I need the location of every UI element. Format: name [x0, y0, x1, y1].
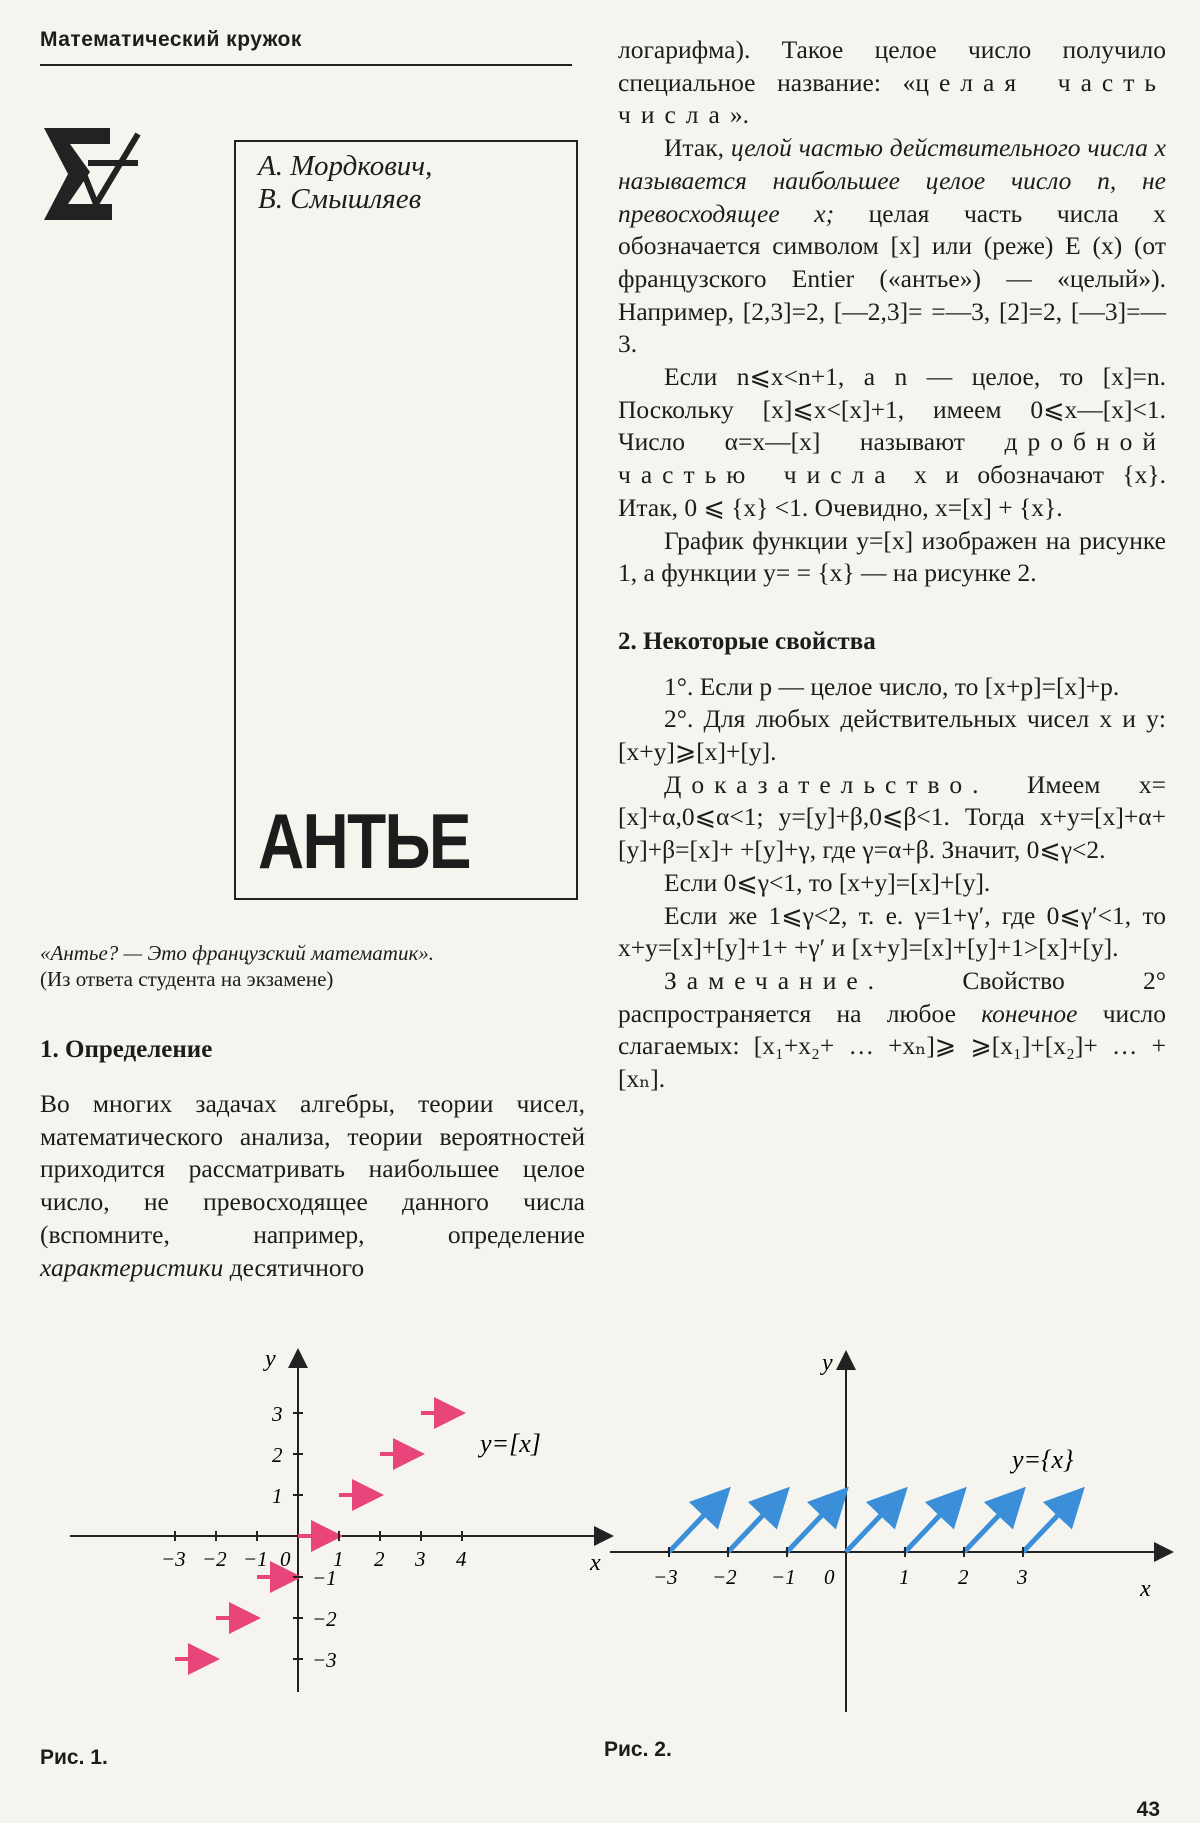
- page-number: 43: [1136, 1798, 1160, 1821]
- fig2-sawtooth-segment: [905, 1494, 960, 1552]
- fig2-sawtooth-segment: [728, 1494, 783, 1552]
- title-box: [234, 140, 578, 900]
- epigraph-source: (Из ответа студента на экзамене): [40, 967, 334, 991]
- author-1: А. Мордкович,: [258, 150, 433, 182]
- author-2: В. Смышляев: [258, 183, 422, 215]
- fractional-part-paragraph: Если n⩽x<n+1, а n — целое, то [x]=n. Поскольку [x]⩽x<[x]+1, имеем 0⩽x—[x]<1. Число α=x—[x] называют дробной частью числа x и обозначают {x}. Итак, 0 ⩽ {x} <1. Очевидно, x=[x] + {x}.: [618, 362, 1167, 522]
- fig1-x-tick-label: −1: [243, 1547, 268, 1571]
- authors: [258, 150, 432, 216]
- fig2-function-label: y={x}: [1012, 1445, 1074, 1474]
- fig2-x-tick-label: 3: [1017, 1565, 1028, 1589]
- article-title: АНТЬЕ: [258, 797, 470, 885]
- fig2-sawtooth-segment: [846, 1494, 901, 1552]
- fig2-sawtooth-segment: [964, 1494, 1019, 1552]
- section1-heading: 1. Определение: [40, 1036, 213, 1063]
- property-1: 1°. Если p — целое число, то [x+p]=[x]+p.: [664, 671, 1120, 701]
- fig1-x-tick-label: 4: [456, 1547, 467, 1571]
- proof-case-1: Если 0⩽γ<1, то [x+y]=[x]+[y].: [664, 867, 991, 897]
- fig1-x-tick-label: −3: [161, 1547, 186, 1571]
- fig2-x-tick-label: −2: [712, 1565, 737, 1589]
- figure-1-caption: Рис. 1.: [40, 1746, 108, 1769]
- fig1-x-tick-label: −2: [202, 1547, 227, 1571]
- proof-case-2: Если же 1⩽γ<2, т. е. γ=1+γ′, где 0⩽γ′<1, то x+y=[x]+[y]+1+ +γ′ и [x+y]=[x]+[y]+1>[x]+[y].: [618, 900, 1166, 963]
- header-rule: [40, 64, 572, 66]
- fig2-axis-x-label: x: [1140, 1576, 1151, 1602]
- definition-paragraph: Итак, целой частью действительного числа x называется наибольшее целое число n, не превосходящее x; целая часть числа x обозначается символом [x] или (реже) E (x) (от французского Entier («антье») — «целый»). Например, [2,3]=2, [—2,3]= =—3, [2]=2, [—3]=—3.: [618, 133, 1167, 359]
- section1-paragraph: Во многих задачах алгебры, теории чисел, математического анализа, теории вероятностей приходится рассматривать наибольшее целое число, не превосходящее данного числа (вспомните, например, определение характеристики десятичного: [40, 1089, 585, 1282]
- epigraph: [40, 940, 434, 992]
- fig2-x-tick-label: −3: [653, 1565, 678, 1589]
- fig2-x-tick-label: −1: [771, 1565, 796, 1589]
- fig1-y-tick-label: −1: [312, 1566, 337, 1590]
- paragraph-continued: логарифма). Такое целое число получило специальное название: «целая часть числа».: [618, 35, 1166, 130]
- sigma-logo-icon: [40, 124, 144, 224]
- fig1-y-tick-label: 1: [272, 1484, 283, 1508]
- epigraph-quote: «Антье? — Это французский математик».: [40, 941, 435, 965]
- fig2-axis-y-label: y: [822, 1350, 833, 1376]
- fig1-x-tick-label: 3: [415, 1547, 426, 1571]
- remark-paragraph: Замечание. Свойство 2° распространяется на любое конечное число слагаемых: [x₁+x₂+ … +xₙ]⩾ ⩾[x₁]+[x₂]+ … +[xₙ].: [618, 965, 1166, 1094]
- fig1-x-tick-label: 1: [333, 1547, 344, 1571]
- figure-2-chart: [600, 1340, 1180, 1720]
- fig2-x-tick-label: 0: [824, 1565, 835, 1589]
- property-2: 2°. Для любых действительных чисел x и y: [x+y]⩾[x]+[y].: [618, 704, 1166, 767]
- right-column: [618, 34, 1166, 1096]
- fig2-sawtooth-segment: [669, 1494, 724, 1552]
- running-header: Математический кружок: [40, 28, 302, 51]
- fig1-y-tick-label: −3: [312, 1648, 337, 1672]
- graph-reference-paragraph: График функции y=[x] изображен на рисунке 1, а функции y= = {x} — на рисунке 2.: [618, 525, 1166, 588]
- fig1-y-tick-label: 2: [272, 1443, 283, 1467]
- fig2-x-tick-label: 2: [958, 1565, 969, 1589]
- fig1-y-tick-label: 3: [272, 1402, 283, 1426]
- fig2-sawtooth-segment: [787, 1494, 842, 1552]
- fig1-function-label: y=[x]: [480, 1429, 541, 1458]
- section2-heading: 2. Некоторые свойства: [618, 627, 876, 655]
- fig1-x-tick-label: 2: [374, 1547, 385, 1571]
- figure-2-caption: Рис. 2.: [604, 1738, 672, 1761]
- figure-1-chart: [60, 1340, 620, 1720]
- proof-paragraph: Доказательство. Имеем x=[x]+α,0⩽α<1; y=[y]+β,0⩽β<1. Тогда x+y=[x]+α+[y]+β=[x]+ +[y]+γ, где γ=α+β. Значит, 0⩽γ<2.: [618, 769, 1166, 865]
- fig2-sawtooth-segment: [1023, 1494, 1078, 1552]
- fig1-axis-y-label: y: [265, 1346, 276, 1372]
- section1-body: [40, 1088, 585, 1284]
- fig1-x-tick-label: 0: [280, 1547, 291, 1571]
- fig1-y-tick-label: −2: [312, 1607, 337, 1631]
- fig2-x-tick-label: 1: [899, 1565, 910, 1589]
- fig1-axis-x-label: x: [590, 1550, 601, 1576]
